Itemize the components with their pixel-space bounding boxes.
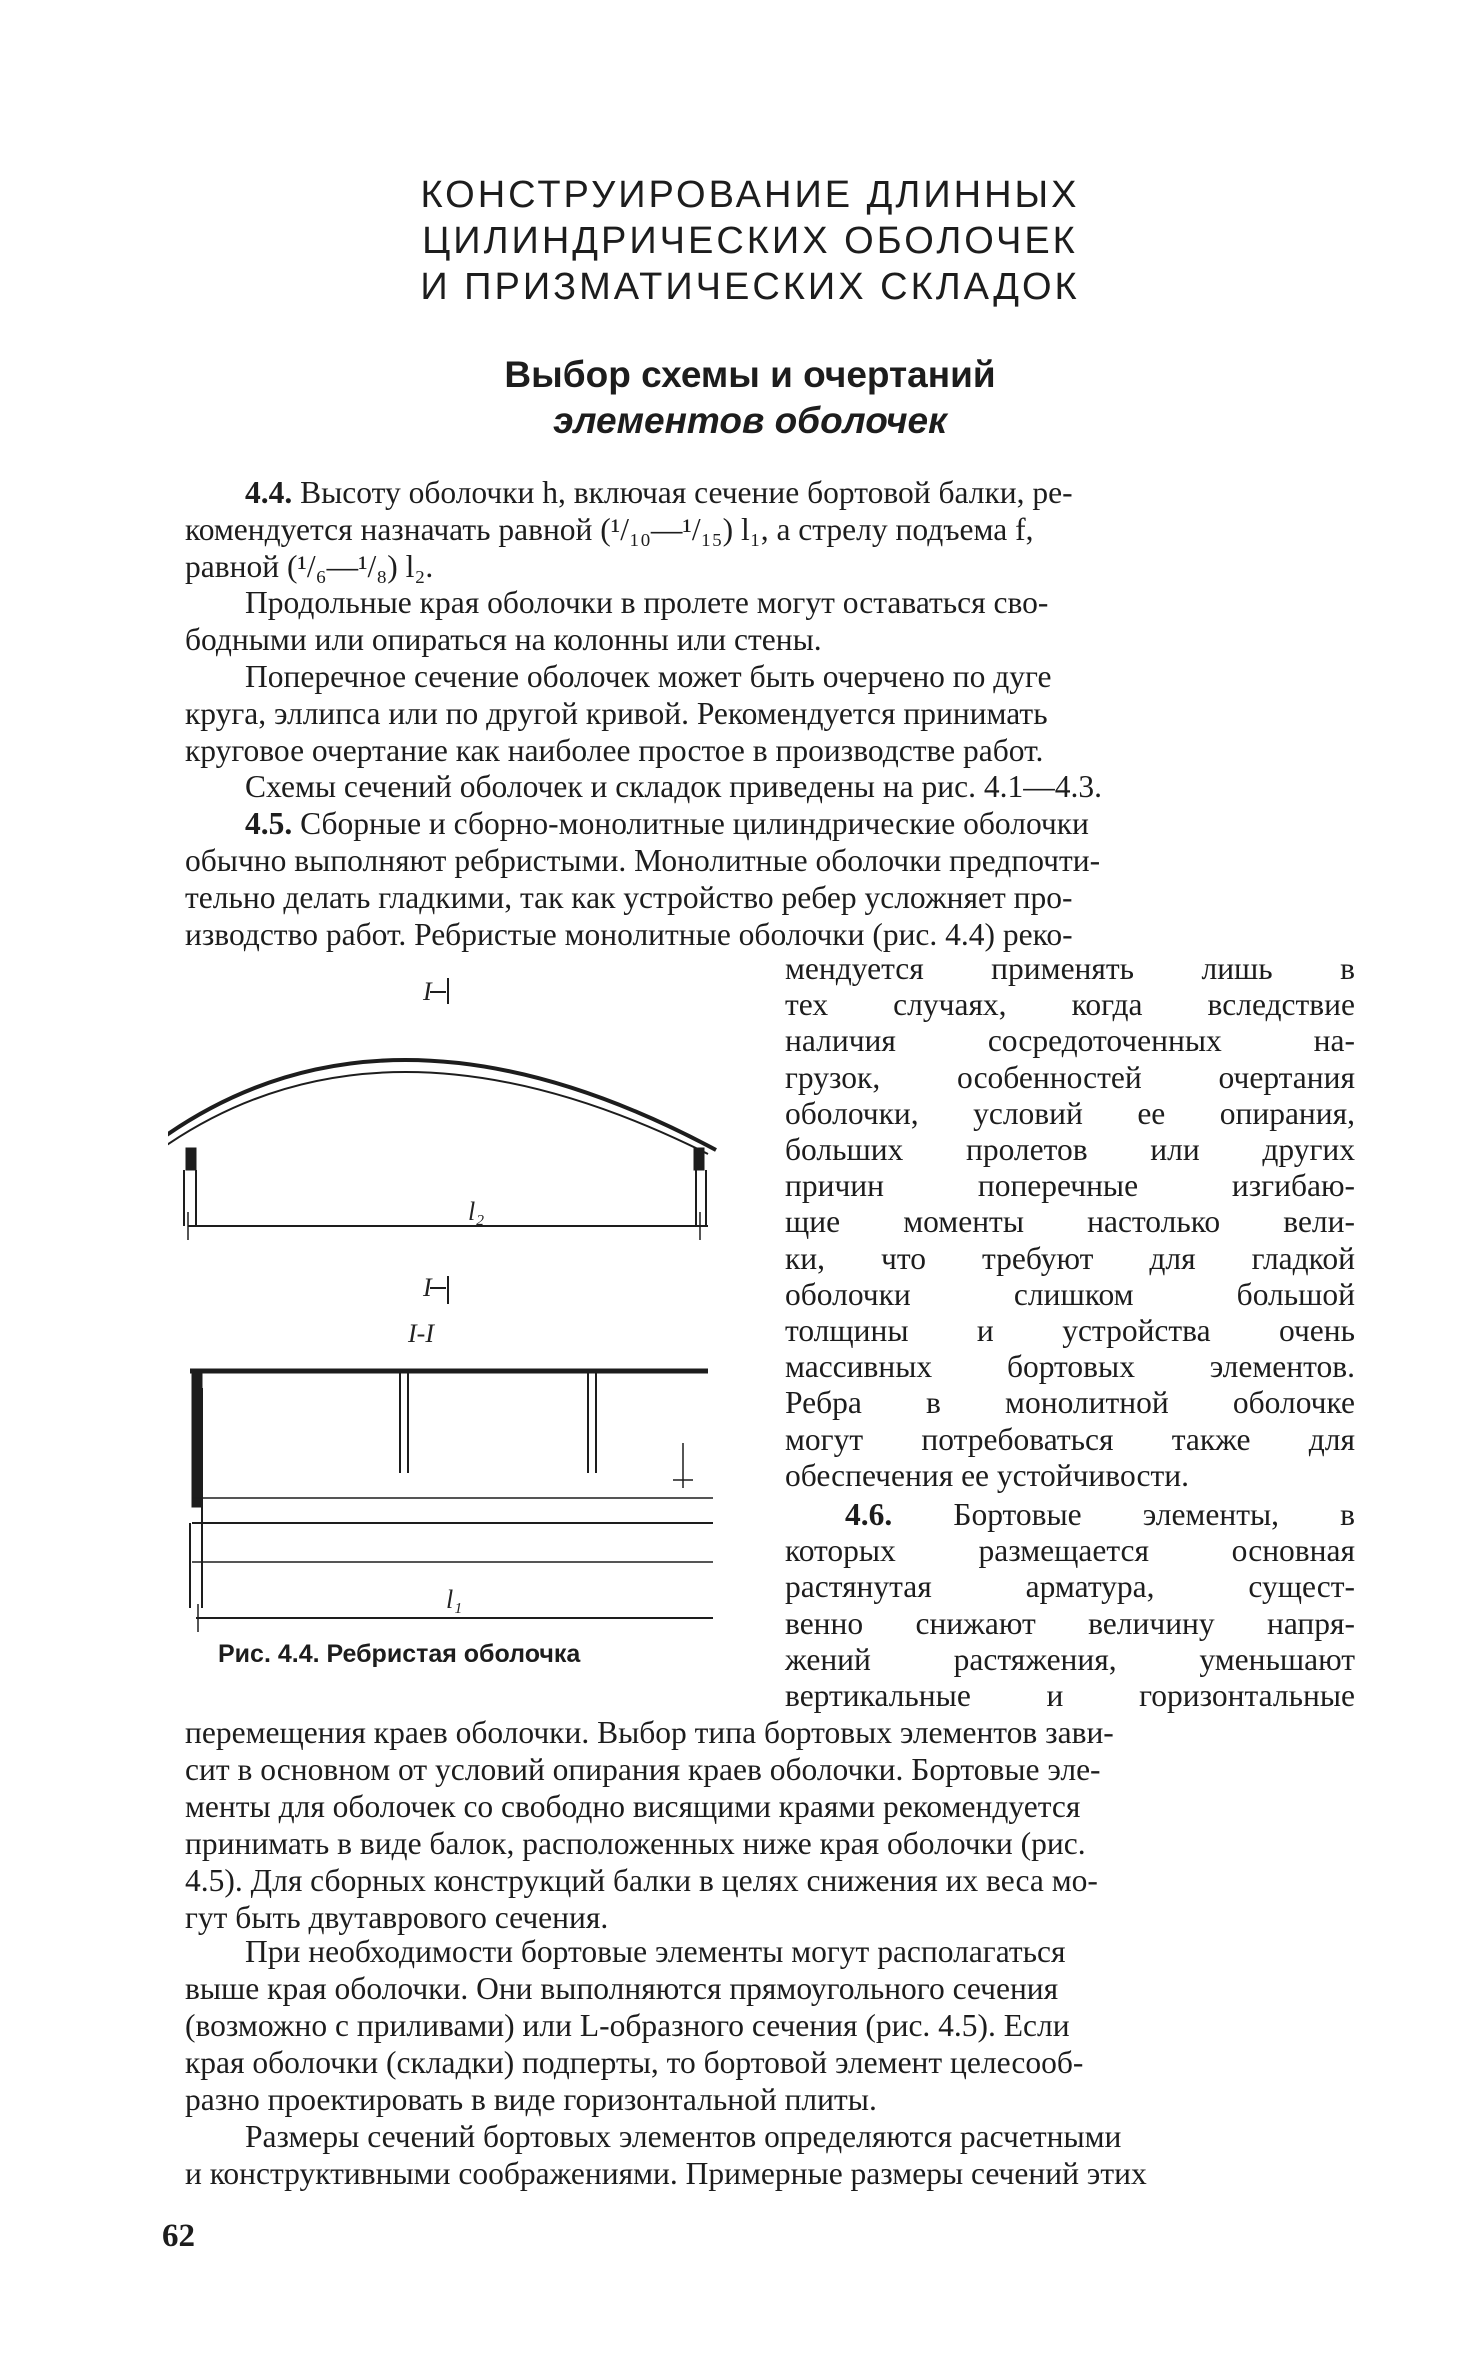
chapter-title-line: ЦИЛИНДРИЧЕСКИХ ОБОЛОЧЕК — [422, 220, 1078, 262]
text-line: жений растяжения, уменьшают — [785, 1641, 1355, 1677]
text-line: обеспечения ее устойчивости. — [785, 1457, 1189, 1493]
text-line: могут потребоваться также для — [785, 1421, 1355, 1457]
text-line: тех случаях, когда вследствие — [785, 987, 1355, 1023]
text-line: равной (¹/₆—¹/₈) l₂. — [185, 549, 434, 584]
text-line: изводство работ. Ребристые монолитные оболочки (рис. 4.4) реко- — [185, 917, 1073, 952]
text-line: массивных бортовых элементов. — [785, 1349, 1355, 1385]
paragraph-sizes — [185, 2118, 1355, 2192]
text-line: сит в основном от условий опирания краев оболочки. Бортовые эле- — [185, 1752, 1101, 1787]
text-line: растянутая арматура, сущест- — [785, 1569, 1355, 1605]
clause-number: 4.6. — [845, 1497, 893, 1532]
text-line: Размеры сечений бортовых элементов определяются расчетными — [245, 2119, 1122, 2154]
chapter-title-line: И ПРИЗМАТИЧЕСКИХ СКЛАДОК — [420, 266, 1080, 308]
text-line: бодными или опираться на колонны или стены. — [185, 622, 822, 657]
text-line: грузок, особенностей очертания — [785, 1059, 1355, 1095]
text-line: и конструктивными соображениями. Примерные размеры сечений этих — [185, 2156, 1147, 2191]
text-line: Бортовые элементы, в — [953, 1497, 1355, 1532]
text-line: Продольные края оболочки в пролете могут оставаться сво- — [245, 585, 1049, 620]
text-line: гут быть двутаврового сечения. — [185, 1900, 609, 1935]
text-line: вертикальные и горизонтальные — [785, 1678, 1355, 1714]
text-line: причин поперечные изгибаю- — [785, 1168, 1355, 1204]
text-line: Схемы сечений оболочек и складок приведены на рис. 4.1—4.3. — [245, 769, 1103, 804]
section-title-line: Выбор схемы и очертаний — [504, 354, 996, 395]
paragraph-above-edge — [185, 1933, 1355, 2118]
paragraph-cross-section — [185, 658, 1355, 769]
text-line: Сборные и сборно-монолитные цилиндрические оболочки — [300, 806, 1089, 841]
text-line: круговое очертание как наиболее простое в производстве работ. — [185, 733, 1044, 768]
column-4-5 — [785, 951, 1355, 1494]
text-line: щие моменты настолько вели- — [785, 1204, 1355, 1240]
ribbed-shell-figure — [168, 968, 728, 1648]
text-line: круга, эллипса или по другой кривой. Рекомендуется принимать — [185, 696, 1048, 731]
section-title-line: элементов оболочек — [553, 400, 947, 441]
text-line: Поперечное сечение оболочек может быть очерчено по дуге — [245, 659, 1052, 694]
cross-section-drawing — [168, 978, 716, 1304]
text-line: (возможно с приливами) или L-образного сечения (рис. 4.5). Если — [185, 2008, 1070, 2043]
text-line: тельно делать гладкими, так как устройство ребер усложняет про- — [185, 880, 1073, 915]
column-4-6 — [785, 1497, 1355, 1714]
span-cross-label: l₂ — [468, 1197, 485, 1226]
paragraph-schemes — [185, 768, 1355, 805]
text-line: Высоту оболочки h, включая сечение бортовой балки, ре- — [300, 475, 1073, 510]
text-line: толщины и устройства очень — [785, 1313, 1355, 1349]
section-mark-top: I — [423, 977, 432, 1006]
section-title — [300, 352, 1200, 444]
paragraph-edges — [185, 584, 1355, 658]
text-line: больших пролетов или других — [785, 1132, 1355, 1168]
text-line: менты для оболочек со свободно висящими краями рекомендуется — [185, 1789, 1081, 1824]
text-line: наличия сосредоточенных на- — [785, 1023, 1355, 1059]
paragraph-4-4 — [185, 474, 1355, 585]
text-line: которых размещается основная — [785, 1533, 1355, 1569]
page-number: 62 — [162, 2218, 195, 2254]
span-long-label: l₁ — [446, 1585, 463, 1614]
chapter-title — [300, 172, 1200, 310]
text-line: венно снижают величину напря- — [785, 1605, 1355, 1641]
text-line: мендуется применять лишь в — [785, 951, 1355, 986]
section-title-label: I-I — [408, 1319, 434, 1348]
text-line: 4.5). Для сборных конструкций балки в целях снижения их веса мо- — [185, 1863, 1098, 1898]
paragraph-4-5 — [185, 805, 1355, 953]
text-line: При необходимости бортовые элементы могут располагаться — [245, 1934, 1066, 1969]
paragraph-4-6 — [185, 1714, 1355, 1936]
figure-caption: Рис. 4.4. Ребристая оболочка — [218, 1640, 581, 1668]
text-line: края оболочки (складки) подперты, то бортовой элемент целесооб- — [185, 2045, 1084, 2080]
text-line: оболочки, условий ее опирания, — [785, 1095, 1355, 1131]
text-line: Ребра в монолитной оболочке — [785, 1385, 1355, 1421]
text-line: комендуется назначать равной (¹/₁₀—¹/₁₅) l₁, а стрелу подъема f, — [185, 512, 1034, 547]
text-line: оболочки слишком большой — [785, 1276, 1355, 1312]
section-mark-mid: I — [423, 1273, 432, 1302]
text-line: разно проектировать в виде горизонтальной плиты. — [185, 2082, 877, 2117]
text-line: обычно выполняют ребристыми. Монолитные оболочки предпочти- — [185, 843, 1101, 878]
clause-number: 4.4. — [245, 475, 293, 510]
text-line: перемещения краев оболочки. Выбор типа бортовых элементов зави- — [185, 1715, 1114, 1750]
clause-number: 4.5. — [245, 806, 293, 841]
text-line: ки, что требуют для гладкой — [785, 1240, 1355, 1276]
text-line: выше края оболочки. Они выполняются прямоугольного сечения — [185, 1971, 1059, 2006]
chapter-title-line: КОНСТРУИРОВАНИЕ ДЛИННЫХ — [420, 174, 1080, 216]
text-line: принимать в виде балок, расположенных ниже края оболочки (рис. — [185, 1826, 1086, 1861]
